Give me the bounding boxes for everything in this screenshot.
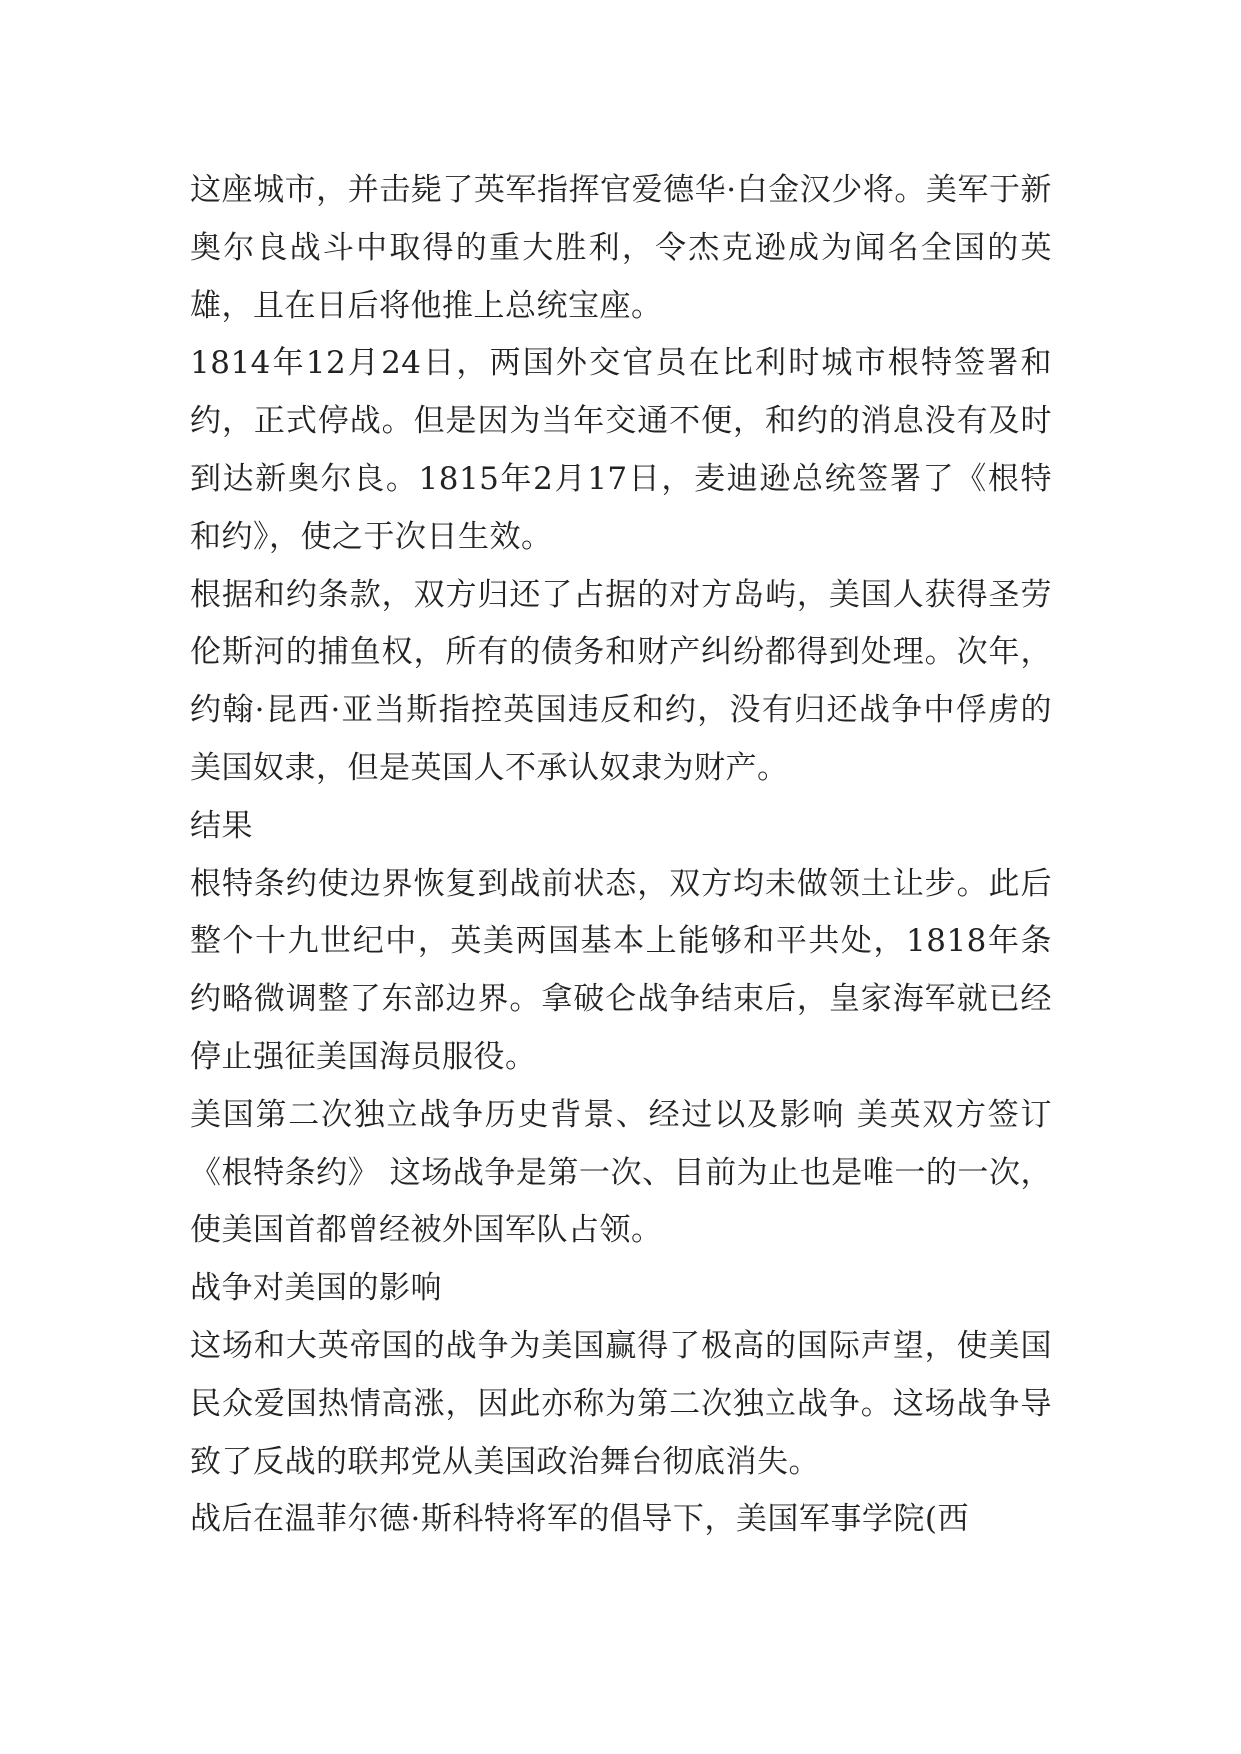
heading-results: 结果: [190, 807, 253, 844]
paragraph-military-academy: 战后在温菲尔德·斯科特将军的倡导下，美国军事学院(西: [190, 1501, 969, 1538]
paragraph-impact: 这场和大英帝国的战争为美国赢得了极高的国际声望，使美国民众爱国热情高涨，因此亦称为第二次独立战争。这场战争导致了反战的联邦党从美国政治舞台彻底消失。: [190, 1327, 1052, 1480]
paragraph-treaty-terms: 根据和约条款，双方归还了占据的对方岛屿，美国人获得圣劳伦斯河的捕鱼权，所有的债务和财产纠纷都得到处理。次年，约翰·昆西·亚当斯指控英国违反和约，没有归还战争中俘虏的美国奴隶，但是英国人不承认奴隶为财产。: [190, 576, 1052, 786]
paragraph-capital-occupied: 美国第二次独立战争历史背景、经过以及影响 美英双方签订《根特条约》 这场战争是第一次、目前为止也是唯一的一次，使美国首都曾经被外国军队占领。: [190, 1096, 1052, 1249]
paragraph-results: 根特条约使边界恢复到战前状态，双方均未做领土让步。此后整个十九世纪中，英美两国基本上能够和平共处，1818年条约略微调整了东部边界。拿破仑战争结束后，皇家海军就已经停止强征美国海员服役。: [190, 865, 1052, 1075]
paragraph-treaty-signing: 1814年12月24日，两国外交官员在比利时城市根特签署和约，正式停战。但是因为当年交通不便，和约的消息没有及时到达新奥尔良。1815年2月17日，麦迪逊总统签署了《根特和约》，使之于次日生效。: [190, 345, 1052, 555]
paragraph-new-orleans: 这座城市，并击毙了英军指挥官爱德华·白金汉少将。美军于新奥尔良战斗中取得的重大胜利，令杰克逊成为闻名全国的英雄，且在日后将他推上总统宝座。: [190, 172, 1052, 324]
heading-impact-on-us: 战争对美国的影响: [190, 1270, 442, 1307]
document-body: [190, 162, 1052, 1549]
